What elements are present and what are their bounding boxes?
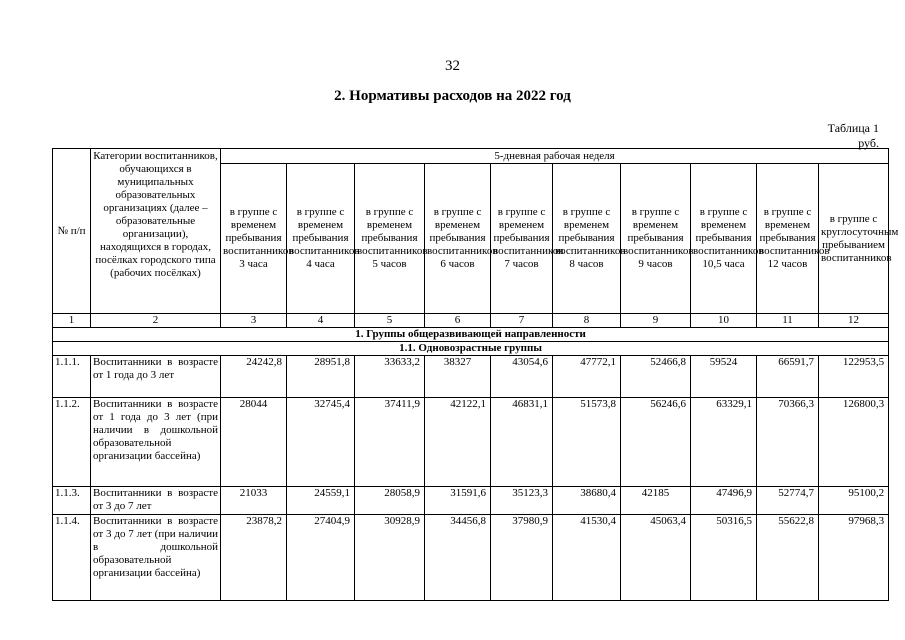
row-value: 32745,4 <box>287 398 355 487</box>
row-value: 37980,9 <box>491 515 553 601</box>
row-category: Воспитанники в возрасте от 1 года до 3 лет (при наличии в дошкольной образовательной организации бассейна) <box>91 398 221 487</box>
table-label: Таблица 1 <box>827 121 879 135</box>
page-title: 2. Нормативы расходов на 2022 год <box>334 88 571 104</box>
row-value: 126800,3 <box>819 398 889 487</box>
row-code: 1.1.1. <box>53 356 91 398</box>
column-number: 1 <box>53 314 91 328</box>
column-number: 4 <box>287 314 355 328</box>
row-value: 63329,1 <box>691 398 757 487</box>
row-value: 35123,3 <box>491 487 553 515</box>
row-category: Воспитанники в возрасте от 1 года до 3 лет <box>91 356 221 398</box>
row-value: 28058,9 <box>355 487 425 515</box>
row-value: 47772,1 <box>553 356 621 398</box>
column-number: 10 <box>691 314 757 328</box>
table-row <box>53 356 889 398</box>
header-group-9h: в группе с временем пребывания воспитанников 9 часов <box>621 164 691 314</box>
row-value: 30928,9 <box>355 515 425 601</box>
header-category: Категории воспитанников, обучающихся в муниципальных образовательных организациях (далее – образовательные организации), находящихся в городах, посёлках городского типа (рабочих посёлках) <box>91 149 221 314</box>
row-value: 27404,9 <box>287 515 355 601</box>
header-group-8h: в группе с временем пребывания воспитанников 8 часов <box>553 164 621 314</box>
header-group-24h: в группе с круглосуточным пребыванием воспитанников <box>819 164 889 314</box>
section-title: 1. Группы общеразвивающей направленности <box>53 328 889 342</box>
column-number: 6 <box>425 314 491 328</box>
row-value: 50316,5 <box>691 515 757 601</box>
table-row <box>53 398 889 487</box>
table-row <box>53 487 889 515</box>
column-number: 9 <box>621 314 691 328</box>
row-value: 59524 <box>691 356 757 398</box>
row-value: 23878,2 <box>221 515 287 601</box>
row-category: Воспитанники в возрасте от 3 до 7 лет <box>91 487 221 515</box>
column-number: 7 <box>491 314 553 328</box>
row-value: 34456,8 <box>425 515 491 601</box>
row-value: 70366,3 <box>757 398 819 487</box>
column-number: 8 <box>553 314 621 328</box>
expense-norms-table <box>52 148 899 601</box>
column-number: 12 <box>819 314 889 328</box>
header-group-5h: в группе с временем пребывания воспитанников 5 часов <box>355 164 425 314</box>
row-category: Воспитанники в возрасте от 3 до 7 лет (при наличии в дошкольной образовательной организации бассейна) <box>91 515 221 601</box>
row-value: 51573,8 <box>553 398 621 487</box>
header-group-4h: в группе с временем пребывания воспитанников 4 часа <box>287 164 355 314</box>
column-number: 3 <box>221 314 287 328</box>
row-value: 28044 <box>221 398 287 487</box>
column-number: 2 <box>91 314 221 328</box>
table-row <box>53 515 889 601</box>
row-value: 55622,8 <box>757 515 819 601</box>
column-number: 11 <box>757 314 819 328</box>
row-value: 42122,1 <box>425 398 491 487</box>
row-code: 1.1.4. <box>53 515 91 601</box>
row-value: 95100,2 <box>819 487 889 515</box>
row-value: 33633,2 <box>355 356 425 398</box>
row-value: 37411,9 <box>355 398 425 487</box>
unit-label: руб. <box>858 136 879 150</box>
row-value: 21033 <box>221 487 287 515</box>
header-week: 5-дневная рабочая неделя <box>221 149 889 164</box>
row-code: 1.1.2. <box>53 398 91 487</box>
row-value: 52466,8 <box>621 356 691 398</box>
row-value: 122953,5 <box>819 356 889 398</box>
header-num: № п/п <box>53 149 91 314</box>
header-group-3h: в группе с временем пребывания воспитанников 3 часа <box>221 164 287 314</box>
row-value: 42185 <box>621 487 691 515</box>
row-value: 45063,4 <box>621 515 691 601</box>
row-value: 41530,4 <box>553 515 621 601</box>
row-value: 31591,6 <box>425 487 491 515</box>
subsection-title: 1.1. Одновозрастные группы <box>53 342 889 356</box>
column-number-row <box>53 314 889 328</box>
row-value: 24242,8 <box>221 356 287 398</box>
column-number: 5 <box>355 314 425 328</box>
header-group-7h: в группе с временем пребывания воспитанников 7 часов <box>491 164 553 314</box>
header-group-6h: в группе с временем пребывания воспитанников 6 часов <box>425 164 491 314</box>
row-value: 66591,7 <box>757 356 819 398</box>
header-group-10-5h: в группе с временем пребывания воспитанников 10,5 часа <box>691 164 757 314</box>
row-value: 47496,9 <box>691 487 757 515</box>
row-value: 56246,6 <box>621 398 691 487</box>
row-value: 43054,6 <box>491 356 553 398</box>
row-value: 52774,7 <box>757 487 819 515</box>
row-value: 38327 <box>425 356 491 398</box>
row-value: 97968,3 <box>819 515 889 601</box>
row-value: 24559,1 <box>287 487 355 515</box>
row-value: 38680,4 <box>553 487 621 515</box>
header-group-12h: в группе с временем пребывания воспитанников 12 часов <box>757 164 819 314</box>
page-number: 32 <box>445 58 460 74</box>
row-code: 1.1.3. <box>53 487 91 515</box>
row-value: 46831,1 <box>491 398 553 487</box>
row-value: 28951,8 <box>287 356 355 398</box>
